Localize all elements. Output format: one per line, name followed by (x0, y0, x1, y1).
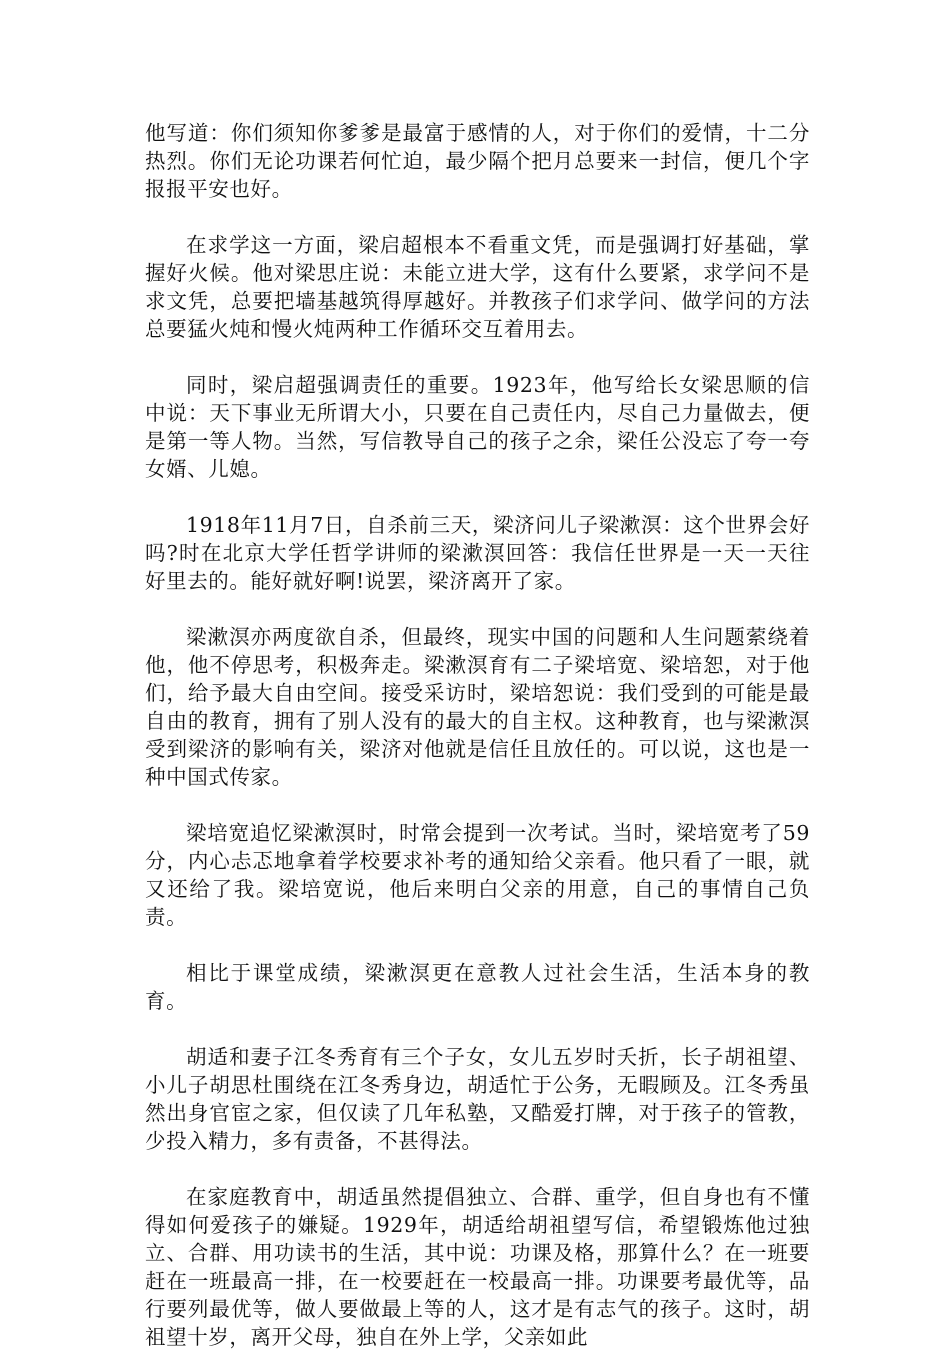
paragraph-7: 相比于课堂成绩，梁漱溟更在意教人过社会生活，生活本身的教育。 (145, 961, 810, 1013)
paragraph-6: 梁培宽追忆梁漱溟时，时常会提到一次考试。当时，梁培宽考了59分，内心忐忑地拿着学校要求补考的通知给父亲看。他只看了一眼，就又还给了我。梁培宽说，他后来明白父亲的用意，自己的事情自己负责。 (145, 821, 810, 929)
paragraph-5: 梁漱溟亦两度欲自杀，但最终，现实中国的问题和人生问题萦绕着他，他不停思考，积极奔走。梁漱溟育有二子梁培宽、梁培恕，对于他们，给予最大自由空间。接受采访时，梁培恕说：我们受到的可能是最自由的教育，拥有了别人没有的最大的自主权。这种教育，也与梁漱溟受到梁济的影响有关，梁济对他就是信任且放任的。可以说，这也是一种中国式传家。 (145, 625, 810, 789)
paragraph-1: 他写道：你们须知你爹爹是最富于感情的人，对于你们的爱情，十二分热烈。你们无论功课若何忙迫，最少隔个把月总要来一封信，便几个字报报平安也好。 (145, 121, 810, 201)
paragraph-3: 同时，梁启超强调责任的重要。1923年，他写给长女梁思顺的信中说：天下事业无所谓大小，只要在自己责任内，尽自己力量做去，便是第一等人物。当然，写信教导自己的孩子之余，梁任公没忘了夸一夸女婿、儿媳。 (145, 373, 810, 481)
paragraph-9: 在家庭教育中，胡适虽然提倡独立、合群、重学，但自身也有不懂得如何爱孩子的嫌疑。1929年，胡适给胡祖望写信，希望锻炼他过独立、合群、用功读书的生活，其中说：功课及格，那算什么？在一班要赶在一班最高一排，在一校要赶在一校最高一排。功课要考最优等，品行要列最优等，做人要做最上等的人，这才是有志气的孩子。这时，胡祖望十岁，离开父母，独自在外上学，父亲如此 (145, 1185, 810, 1349)
paragraph-2: 在求学这一方面，梁启超根本不看重文凭，而是强调打好基础，掌握好火候。他对梁思庄说：未能立进大学，这有什么要紧，求学问不是求文凭，总要把墙基越筑得厚越好。并教孩子们求学问、做学问的方法总要猛火炖和慢火炖两种工作循环交互着用去。 (145, 233, 810, 341)
paragraph-8: 胡适和妻子江冬秀育有三个子女，女儿五岁时夭折，长子胡祖望、小儿子胡思杜围绕在江冬秀身边，胡适忙于公务，无暇顾及。江冬秀虽然出身官宦之家，但仅读了几年私塾，又酷爱打牌，对于孩子的管教，少投入精力，多有责备，不甚得法。 (145, 1045, 810, 1153)
document-body (145, 119, 810, 1351)
paragraph-4: 1918年11月7日，自杀前三天，梁济问儿子梁漱溟：这个世界会好吗?时在北京大学任哲学讲师的梁漱溟回答：我信任世界是一天一天往好里去的。能好就好啊!说罢，梁济离开了家。 (145, 513, 810, 593)
